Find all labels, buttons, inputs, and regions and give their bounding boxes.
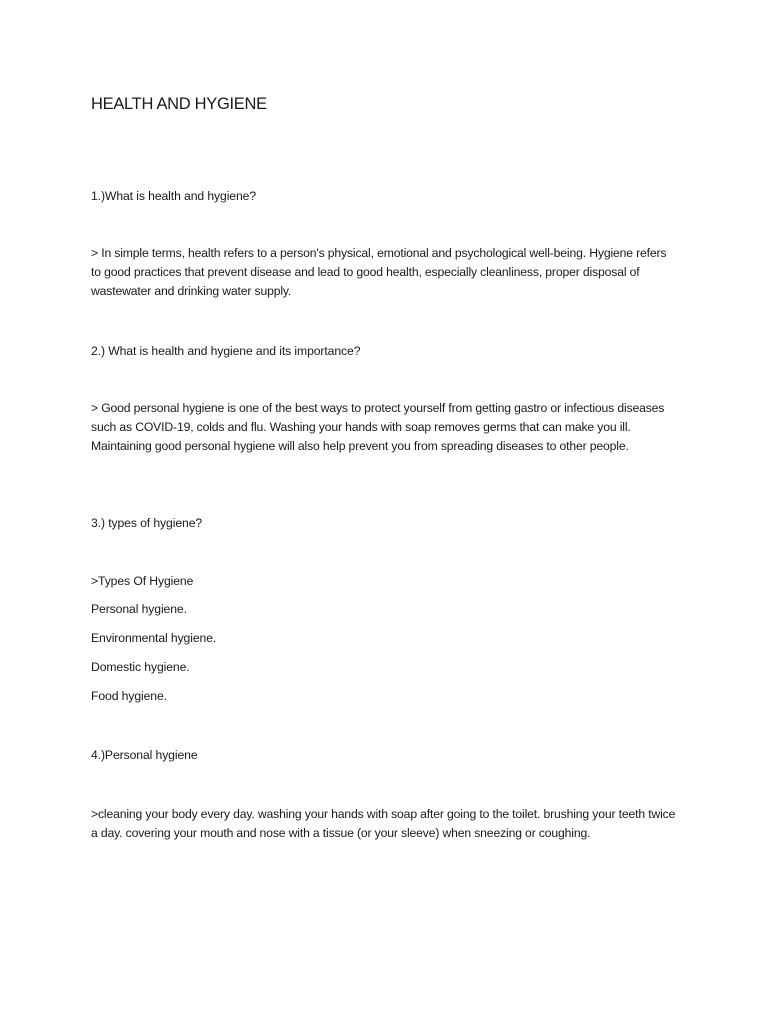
answer-1: > In simple terms, health refers to a person's physical, emotional and psychological well-being. Hygiene refers to good practices that prevent disease and lead to good health, especially cleanliness, proper disposal of wastewater and drinking water supply. [91, 246, 667, 298]
answer-2: > Good personal hygiene is one of the best ways to protect yourself from getting gastro or infectious diseases such as COVID-19, colds and flu. Washing your hands with soap removes germs that can make you ill. Maintaining good personal hygiene will also help prevent you from spreading diseases to other people. [91, 401, 665, 453]
list-item: Food hygiene. [91, 689, 167, 703]
document-title: HEALTH AND HYGIENE [91, 95, 267, 113]
list-item: Domestic hygiene. [91, 660, 190, 674]
list-item: Personal hygiene. [91, 602, 187, 616]
list-item: Environmental hygiene. [91, 631, 217, 645]
answer-4: >cleaning your body every day. washing your hands with soap after going to the toilet. brushing your teeth twice a day. covering your mouth and nose with a tissue (or your sleeve) when sneezing or coughing. [91, 807, 676, 840]
question-1: 1.)What is health and hygiene? [91, 189, 257, 203]
types-heading: >Types Of Hygiene [91, 574, 194, 588]
question-4: 4.)Personal hygiene [91, 748, 198, 762]
question-2: 2.) What is health and hygiene and its importance? [91, 344, 361, 358]
question-3: 3.) types of hygiene? [91, 516, 203, 530]
